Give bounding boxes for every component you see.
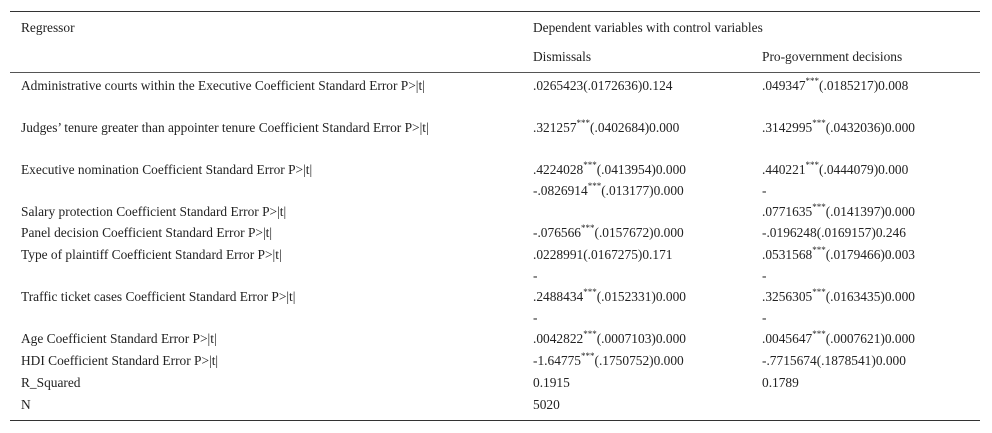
n-dismissals: 5020 xyxy=(533,397,560,412)
cell-pro-government: .3256305***(.0163435)0.000 xyxy=(762,286,915,304)
table-top-rule xyxy=(10,11,980,12)
cell-dismissals: .2488434***(.0152331)0.000 xyxy=(533,286,686,304)
row-label-panel-decision: Panel decision Coefficient Standard Error P>|t| xyxy=(21,225,273,240)
row-label-hdi: HDI Coefficient Standard Error P>|t| xyxy=(21,353,219,368)
row-label-salary-protection: Salary protection Coefficient Standard Error P>|t| xyxy=(21,204,287,219)
cell-dismissals: .0042822***(.0007103)0.000 xyxy=(533,328,686,346)
r-squared-dismissals: 0.1915 xyxy=(533,375,570,390)
cell-dismissals: -.076566***(.0157672)0.000 xyxy=(533,222,684,240)
header-regressor: Regressor xyxy=(21,20,75,35)
row-label-age: Age Coefficient Standard Error P>|t| xyxy=(21,331,217,346)
cell-dismissals: -.0826914***(.013177)0.000 xyxy=(533,180,684,198)
cell-dismissals: .0228991(.0167275)0.171 xyxy=(533,247,673,262)
cell-pro-government: .0045647***(.0007621)0.000 xyxy=(762,328,915,346)
cell-pro-government-lead: - xyxy=(762,310,767,325)
row-label-judges-tenure: Judges’ tenure greater than appointer tenure Coefficient Standard Error P>|t| xyxy=(21,120,429,135)
cell-dismissals: -1.64775***(.1750752)0.000 xyxy=(533,350,684,368)
cell-pro-government: .0531568***(.0179466)0.003 xyxy=(762,244,915,262)
cell-pro-government: .3142995***(.0432036)0.000 xyxy=(762,117,915,135)
header-dismissals: Dismissals xyxy=(533,49,592,64)
row-label-administrative-courts: Administrative courts within the Executive Coefficient Standard Error P>|t| xyxy=(21,78,425,93)
cell-pro-government-lead: - xyxy=(762,268,767,283)
header-pro-government: Pro-government decisions xyxy=(762,49,903,64)
cell-dismissals: .321257***(.0402684)0.000 xyxy=(533,117,680,135)
row-label-traffic-ticket: Traffic ticket cases Coefficient Standard Error P>|t| xyxy=(21,289,296,304)
row-label-r-squared: R_Squared xyxy=(21,375,81,390)
row-label-n: N xyxy=(21,397,31,412)
header-dependent-group: Dependent variables with control variables xyxy=(533,20,763,35)
cell-pro-government: -.7715674(.1878541)0.000 xyxy=(762,353,906,368)
cell-dismissals-lead: - xyxy=(533,268,538,283)
cell-pro-government: .440221***(.0444079)0.000 xyxy=(762,159,909,177)
row-label-executive-nomination: Executive nomination Coefficient Standard Error P>|t| xyxy=(21,162,313,177)
cell-pro-government: -.0196248(.0169157)0.246 xyxy=(762,225,906,240)
cell-dismissals: .4224028***(.0413954)0.000 xyxy=(533,159,686,177)
r-squared-pro-government: 0.1789 xyxy=(762,375,799,390)
cell-dismissals: .0265423(.0172636)0.124 xyxy=(533,78,673,93)
row-label-type-of-plaintiff: Type of plaintiff Coefficient Standard Error P>|t| xyxy=(21,247,282,262)
cell-dismissals-lead: - xyxy=(533,310,538,325)
cell-pro-government: .049347***(.0185217)0.008 xyxy=(762,75,909,93)
cell-pro-government-lead: - xyxy=(762,183,767,198)
cell-pro-government: .0771635***(.0141397)0.000 xyxy=(762,201,915,219)
table-bottom-rule xyxy=(10,420,980,421)
header-bottom-rule xyxy=(10,72,980,73)
